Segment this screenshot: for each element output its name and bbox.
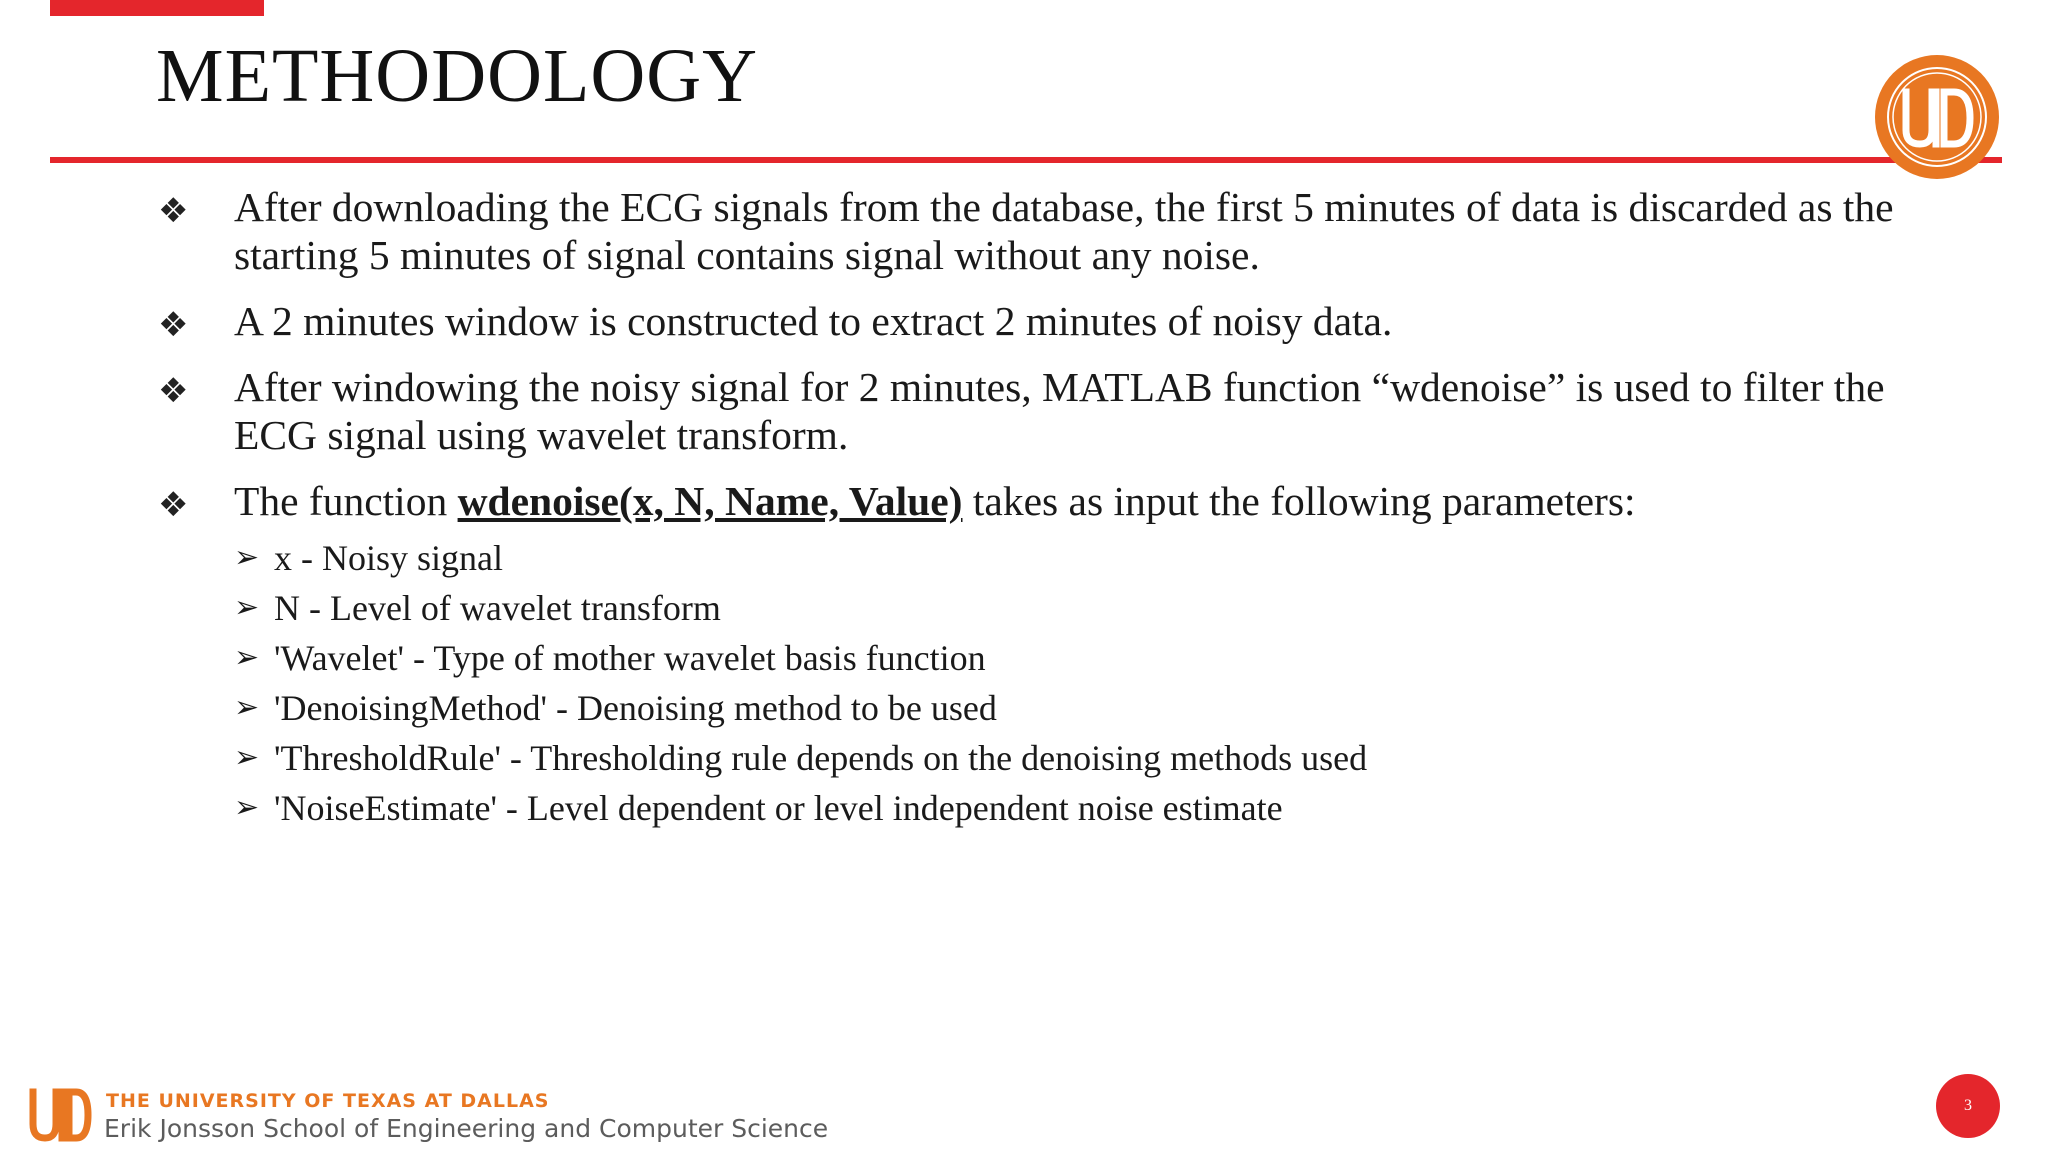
parameter-item: [234, 633, 1834, 683]
parameter-text: 'ThresholdRule' - Thresholding rule depends on the denoising methods used: [274, 738, 1368, 778]
bullet-item: [156, 183, 1916, 279]
footer-school-name: Erik Jonsson School of Engineering and Computer Science: [104, 1114, 829, 1143]
parameter-text: 'DenoisingMethod' - Denoising method to be used: [274, 688, 997, 728]
bullet-item: [156, 477, 1916, 525]
parameter-list: [234, 533, 1834, 833]
parameter-item: [234, 733, 1834, 783]
four-diamond-bullet-icon: ❖: [158, 371, 189, 411]
footer-university-name: THE UNIVERSITY OF TEXAS AT DALLAS: [106, 1090, 550, 1112]
function-signature: wdenoise(x, N, Name, Value): [457, 478, 963, 524]
bullet-text-suffix: takes as input the following parameters:: [962, 478, 1636, 524]
utd-seal-logo: [1872, 52, 2002, 182]
arrowhead-bullet-icon: ➢: [234, 740, 260, 775]
parameter-text: 'NoiseEstimate' - Level dependent or level independent noise estimate: [274, 788, 1283, 828]
parameter-item: [234, 783, 1834, 833]
four-diamond-bullet-icon: ❖: [158, 305, 189, 345]
title-divider: [50, 157, 2002, 163]
parameter-item: [234, 533, 1834, 583]
bullet-text: After downloading the ECG signals from the database, the first 5 minutes of data is discarded as the starting 5 minutes of signal contains signal without any noise.: [234, 184, 1894, 278]
parameter-text: N - Level of wavelet transform: [274, 588, 721, 628]
bullet-text: A 2 minutes window is constructed to extract 2 minutes of noisy data.: [234, 298, 1393, 344]
arrowhead-bullet-icon: ➢: [234, 690, 260, 725]
parameter-text: 'Wavelet' - Type of mother wavelet basis function: [274, 638, 986, 678]
bullet-text: After windowing the noisy signal for 2 minutes, MATLAB function “wdenoise” is used to filter the ECG signal using wavelet transform.: [234, 364, 1885, 458]
bullet-list: [156, 183, 1916, 543]
arrowhead-bullet-icon: ➢: [234, 540, 260, 575]
page-number-badge: 3: [1936, 1074, 2000, 1138]
top-accent-bar: [50, 0, 264, 16]
arrowhead-bullet-icon: ➢: [234, 640, 260, 675]
parameter-text: x - Noisy signal: [274, 538, 503, 578]
bullet-item: [156, 297, 1916, 345]
parameter-item: [234, 583, 1834, 633]
arrowhead-bullet-icon: ➢: [234, 790, 260, 825]
utd-logo: [28, 1086, 92, 1144]
slide-title: METHODOLOGY: [156, 34, 759, 118]
four-diamond-bullet-icon: ❖: [158, 191, 189, 231]
bullet-text-prefix: The function: [234, 478, 458, 524]
parameter-item: [234, 683, 1834, 733]
bullet-item: [156, 363, 1916, 459]
arrowhead-bullet-icon: ➢: [234, 590, 260, 625]
four-diamond-bullet-icon: ❖: [158, 485, 189, 525]
